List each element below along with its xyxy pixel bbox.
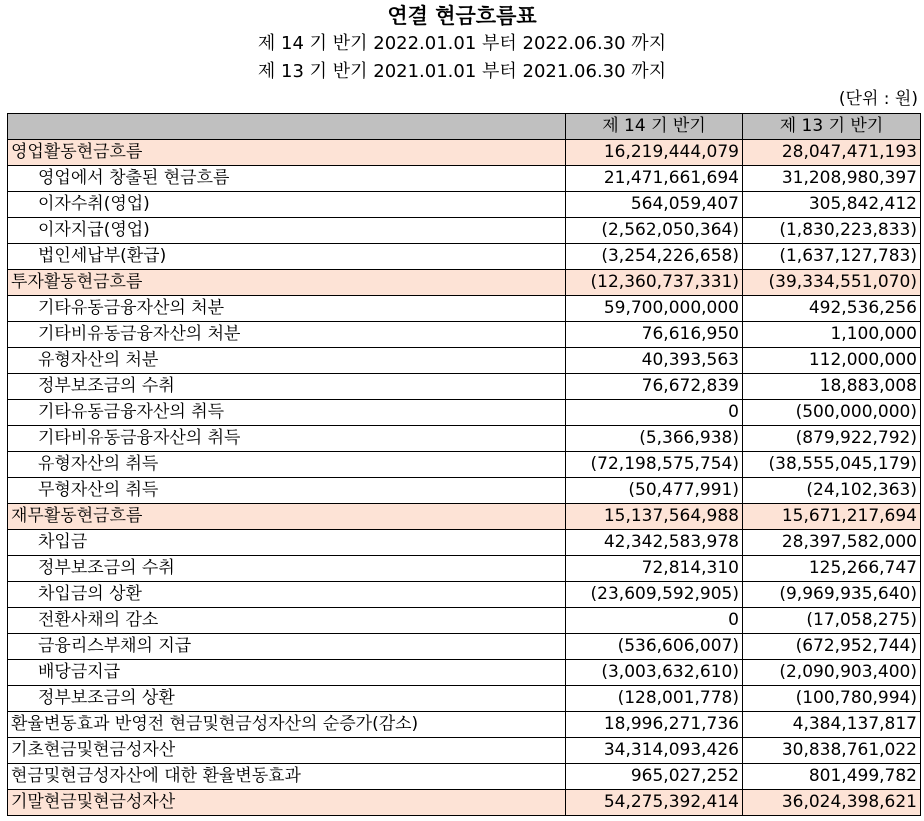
row-value-prior: (879,922,792) [743,426,921,452]
table-row [8,712,921,738]
table-row [8,296,921,322]
row-value-current: 965,027,252 [566,764,743,790]
row-value-current: 54,275,392,414 [566,790,743,816]
table-row [8,660,921,686]
row-value-current: 0 [566,608,743,634]
row-value-prior: (38,555,045,179) [743,452,921,478]
row-value-prior: 112,000,000 [743,348,921,374]
row-value-prior: 125,266,747 [743,556,921,582]
row-value-prior: 31,208,980,397 [743,166,921,192]
row-value-prior: (672,952,744) [743,634,921,660]
table-row [8,530,921,556]
row-value-prior: (39,334,551,070) [743,270,921,296]
unit-label: (단위 : 원) [838,89,918,109]
row-value-current: (3,254,226,658) [566,244,743,270]
row-value-current: 0 [566,400,743,426]
row-value-current: 16,219,444,079 [566,140,743,166]
table-row-section [8,270,921,296]
row-value-current: (12,360,737,331) [566,270,743,296]
table-row [8,582,921,608]
period-current: 제 14 기 반기 2022.01.01 부터 2022.06.30 까지 [257,33,667,54]
table-header-row [8,114,921,140]
row-value-prior: 15,671,217,694 [743,504,921,530]
row-value-prior: (1,637,127,783) [743,244,921,270]
row-value-prior: 492,536,256 [743,296,921,322]
row-label: 배당금지급 [8,660,566,686]
row-value-current: (50,477,991) [566,478,743,504]
row-value-current: 34,314,093,426 [566,738,743,764]
table-row [8,686,921,712]
row-value-prior: 28,397,582,000 [743,530,921,556]
row-value-current: 76,672,839 [566,374,743,400]
row-value-current: 42,342,583,978 [566,530,743,556]
row-label: 차입금 [8,530,566,556]
row-value-current: 564,059,407 [566,192,743,218]
row-label: 영업활동현금흐름 [8,140,566,166]
column-header-label [8,114,566,140]
row-value-current: (3,003,632,610) [566,660,743,686]
row-value-prior: 28,047,471,193 [743,140,921,166]
period-prior: 제 13 기 반기 2021.01.01 부터 2021.06.30 까지 [257,61,667,82]
row-label: 재무활동현금흐름 [8,504,566,530]
row-label: 정부보조금의 상환 [8,686,566,712]
table-row [8,218,921,244]
table-row [8,478,921,504]
cash-flow-table [7,113,921,816]
row-label: 이자수취(영업) [8,192,566,218]
row-label: 기타유동금융자산의 처분 [8,296,566,322]
row-value-current: (536,606,007) [566,634,743,660]
row-value-prior: (2,090,903,400) [743,660,921,686]
column-header-current: 제 14 기 반기 [566,114,743,140]
row-label: 정부보조금의 수취 [8,374,566,400]
table-row-section [8,504,921,530]
row-label: 기타비유동금융자산의 취득 [8,426,566,452]
row-label: 기타비유동금융자산의 처분 [8,322,566,348]
row-value-current: 59,700,000,000 [566,296,743,322]
table-row [8,322,921,348]
row-value-prior: (100,780,994) [743,686,921,712]
row-value-current: 15,137,564,988 [566,504,743,530]
row-label: 현금및현금성자산에 대한 환율변동효과 [8,764,566,790]
row-label: 기초현금및현금성자산 [8,738,566,764]
row-label: 이자지급(영업) [8,218,566,244]
row-value-prior: 1,100,000 [743,322,921,348]
row-value-prior: 18,883,008 [743,374,921,400]
row-label: 금융리스부채의 지급 [8,634,566,660]
row-value-prior: 30,838,761,022 [743,738,921,764]
row-value-prior: 36,024,398,621 [743,790,921,816]
row-label: 전환사채의 감소 [8,608,566,634]
table-row [8,166,921,192]
row-label: 환율변동효과 반영전 현금및현금성자산의 순증가(감소) [8,712,566,738]
table-row [8,452,921,478]
row-value-prior: 305,842,412 [743,192,921,218]
row-value-current: (2,562,050,364) [566,218,743,244]
row-label: 기타유동금융자산의 취득 [8,400,566,426]
table-row [8,738,921,764]
column-header-prior: 제 13 기 반기 [743,114,921,140]
row-value-current: 72,814,310 [566,556,743,582]
row-value-current: (72,198,575,754) [566,452,743,478]
row-value-current: 40,393,563 [566,348,743,374]
row-value-prior: (17,058,275) [743,608,921,634]
row-value-prior: 801,499,782 [743,764,921,790]
row-label: 유형자산의 취득 [8,452,566,478]
row-value-current: 18,996,271,736 [566,712,743,738]
row-value-current: 76,616,950 [566,322,743,348]
row-label: 기말현금및현금성자산 [8,790,566,816]
table-row [8,348,921,374]
row-value-current: (5,366,938) [566,426,743,452]
row-value-prior: (1,830,223,833) [743,218,921,244]
table-row-section [8,140,921,166]
table-row [8,764,921,790]
table-row [8,244,921,270]
row-label: 차입금의 상환 [8,582,566,608]
table-row [8,426,921,452]
row-value-prior: (500,000,000) [743,400,921,426]
row-value-prior: (24,102,363) [743,478,921,504]
row-value-prior: (9,969,935,640) [743,582,921,608]
row-value-current: (23,609,592,905) [566,582,743,608]
statement-title: 연결 현금흐름표 [387,4,537,28]
row-value-prior: 4,384,137,817 [743,712,921,738]
row-label: 무형자산의 취득 [8,478,566,504]
row-label: 정부보조금의 수취 [8,556,566,582]
table-row [8,556,921,582]
table-row [8,608,921,634]
row-label: 영업에서 창출된 현금흐름 [8,166,566,192]
table-row [8,634,921,660]
table-row [8,374,921,400]
row-label: 법인세납부(환급) [8,244,566,270]
row-value-current: (128,001,778) [566,686,743,712]
table-row [8,400,921,426]
row-value-current: 21,471,661,694 [566,166,743,192]
row-label: 유형자산의 처분 [8,348,566,374]
row-label: 투자활동현금흐름 [8,270,566,296]
table-row-section [8,790,921,816]
table-row [8,192,921,218]
